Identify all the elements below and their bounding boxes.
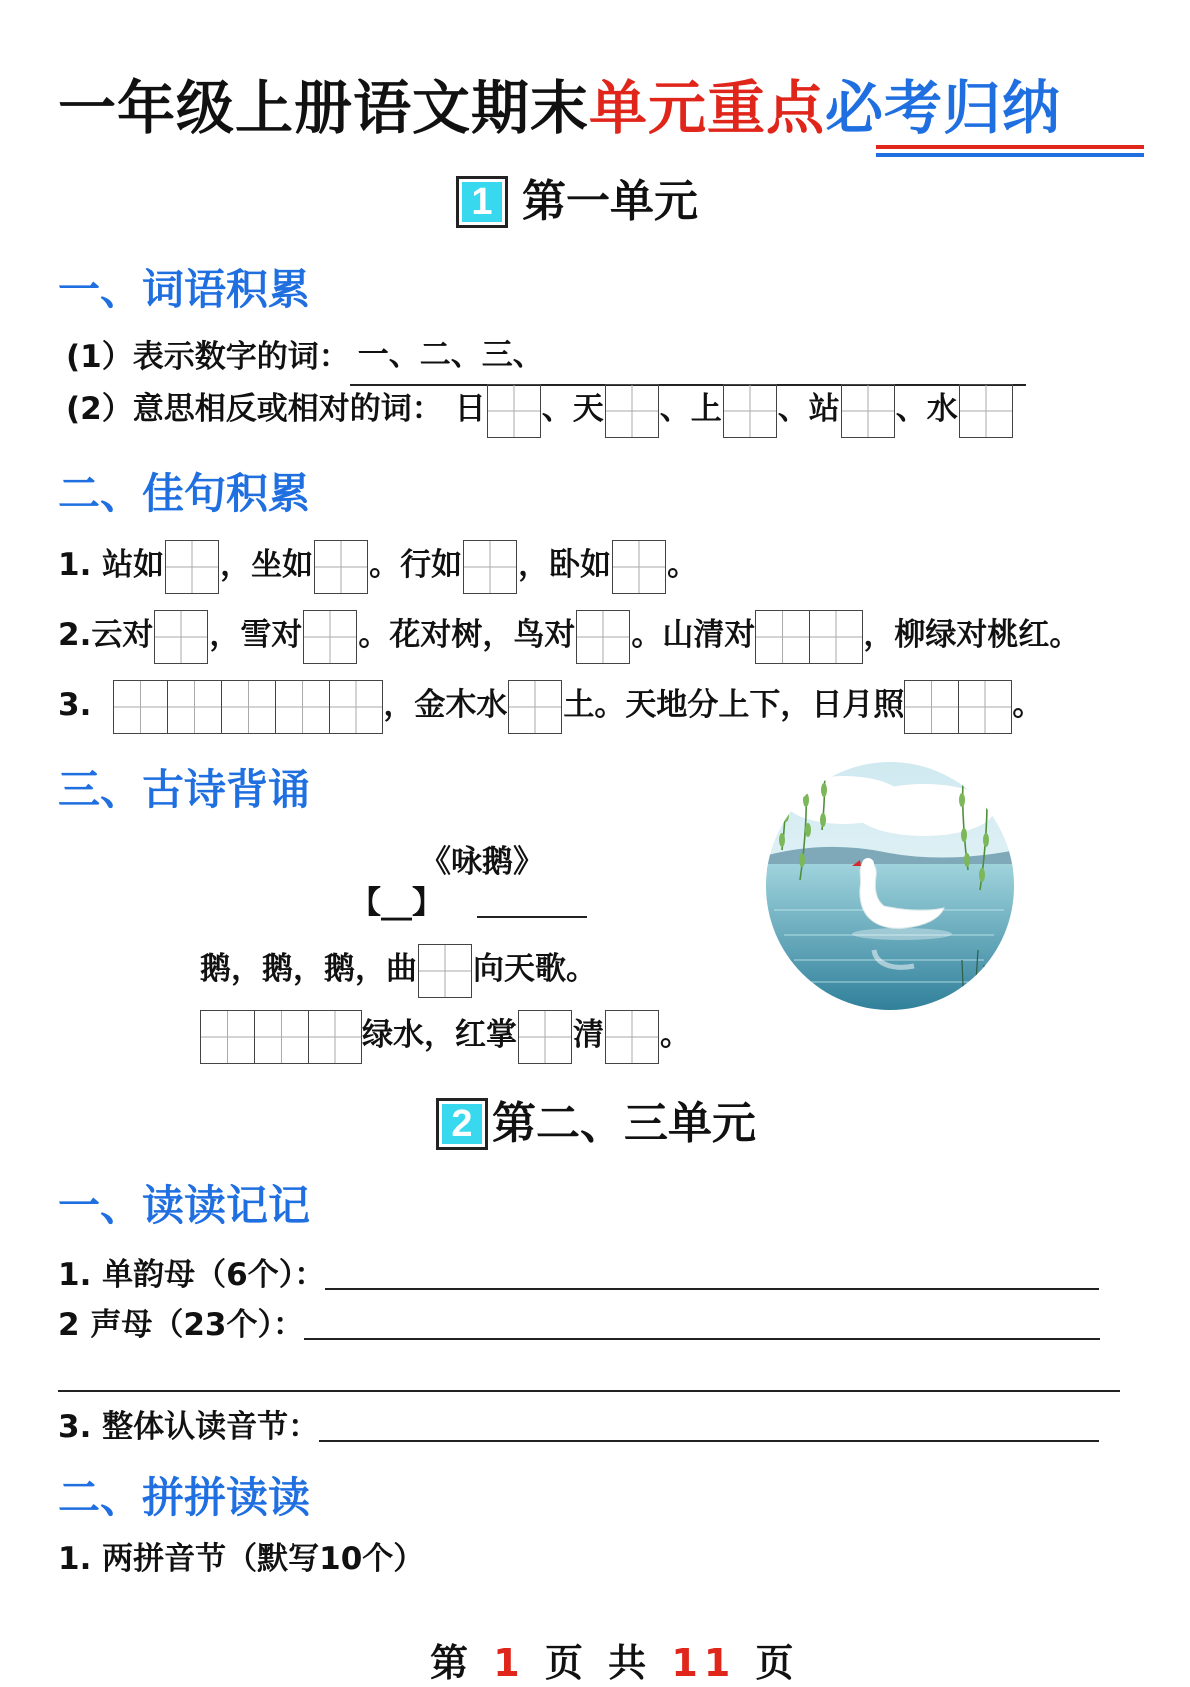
text: ，卧如 — [518, 547, 612, 583]
answer-box[interactable] — [154, 610, 208, 664]
text: 鹅，鹅，鹅，曲 — [200, 951, 417, 987]
swan-lake-illustration — [764, 760, 1016, 1012]
poem-line-1 — [200, 940, 597, 998]
title-underline-red — [876, 145, 1144, 149]
sentence-line-3 — [58, 676, 1043, 734]
text: 。行如 — [369, 547, 463, 583]
unit23-heading — [436, 1094, 756, 1154]
answer-box[interactable] — [303, 610, 357, 664]
q2-word-2: 、天 — [541, 391, 604, 427]
unit1-title: 第一单元 — [522, 176, 698, 227]
answer-boxes-2[interactable] — [755, 610, 863, 664]
answer-box[interactable] — [463, 540, 517, 594]
answer-box[interactable] — [841, 384, 895, 438]
author-blank[interactable] — [477, 914, 587, 918]
q-label: 2 声母（23个）： — [58, 1307, 305, 1343]
answer-box[interactable] — [518, 1010, 572, 1064]
title-blue: 必考归纳 — [825, 74, 1062, 142]
answer-line-extra[interactable] — [58, 1390, 1120, 1392]
answer-box[interactable] — [165, 540, 219, 594]
poem-title: 《咏鹅》 — [420, 844, 544, 880]
footer-text: 第 — [430, 1641, 475, 1685]
text: ，金木水 — [383, 687, 508, 723]
unit23-badge: 2 — [436, 1098, 488, 1150]
q1-given: 一、二、三、 — [357, 337, 544, 373]
answer-box[interactable] — [959, 384, 1013, 438]
answer-box[interactable] — [605, 384, 659, 438]
unit1-badge: 1 — [456, 176, 508, 228]
unit1-q1 — [66, 328, 1026, 386]
footer-text: 页 共 — [544, 1641, 653, 1685]
text: 。花对树，鸟对 — [358, 617, 576, 653]
footer-page-number: 1 — [493, 1641, 526, 1685]
answer-box[interactable] — [418, 944, 472, 998]
text: 3. — [58, 687, 92, 723]
unit23-sec2-heading: 二、拼拼读读 — [58, 1473, 311, 1522]
unit1-sec3-heading: 三、古诗背诵 — [58, 765, 311, 814]
author-bracket[interactable]: 【__】 — [350, 885, 443, 921]
q2-word-1: 日 — [454, 391, 486, 427]
answer-boxes-2[interactable] — [904, 680, 1012, 734]
answer-box[interactable] — [612, 540, 666, 594]
unit1-sec1-heading: 一、词语积累 — [58, 265, 311, 314]
answer-line[interactable] — [325, 1286, 1099, 1290]
answer-boxes-5[interactable] — [113, 680, 383, 734]
title-underline-blue — [876, 153, 1144, 157]
title-black: 一年级上册语文期末 — [58, 74, 590, 142]
unit23-sec2-q1: 1. 两拼音节（默写10个） — [58, 1541, 425, 1577]
sentence-line-2 — [58, 606, 1080, 664]
footer-text: 页 — [755, 1641, 800, 1685]
q2-label: (2）意思相反或相对的词： — [66, 391, 443, 427]
text: ，坐如 — [220, 547, 314, 583]
poem-line-2 — [200, 1006, 691, 1064]
unit23-q3 — [58, 1398, 1099, 1456]
text: 。山清对 — [631, 617, 756, 653]
text: 。 — [1012, 687, 1044, 723]
answer-line[interactable] — [319, 1438, 1099, 1442]
answer-box[interactable] — [723, 384, 777, 438]
unit23-title: 第二、三单元 — [492, 1098, 756, 1149]
text: 。 — [660, 1017, 691, 1053]
unit1-sec2-heading: 二、佳句积累 — [58, 469, 311, 518]
text: ，雪对 — [209, 617, 303, 653]
text: 2.云对 — [58, 617, 154, 653]
q-label: 3. 整体认读音节： — [58, 1409, 320, 1445]
q1-label: (1）表示数字的词： — [66, 339, 350, 375]
answer-box[interactable] — [508, 680, 562, 734]
q1-answer-line[interactable] — [350, 338, 1026, 386]
unit23-q2 — [58, 1296, 1100, 1354]
answer-box[interactable] — [605, 1010, 659, 1064]
footer-total-pages: 11 — [671, 1641, 737, 1685]
text: 绿水，红掌 — [362, 1017, 517, 1053]
unit23-sec1-heading: 一、读读记记 — [58, 1181, 311, 1230]
text: 。 — [667, 547, 699, 583]
q2-word-4: 、站 — [777, 391, 840, 427]
text: 向天歌。 — [473, 951, 597, 987]
poem-author-row — [350, 874, 587, 932]
answer-line[interactable] — [304, 1336, 1100, 1340]
answer-boxes-3[interactable] — [200, 1010, 362, 1064]
title-red: 单元重点 — [589, 74, 826, 142]
q2-word-3: 、上 — [659, 391, 722, 427]
text: 清 — [573, 1017, 604, 1053]
q2-word-5: 、水 — [895, 391, 958, 427]
unit1-heading — [456, 172, 698, 232]
page-title — [58, 72, 1061, 144]
answer-box[interactable] — [576, 610, 630, 664]
q-label: 1. 单韵母（6个）： — [58, 1257, 326, 1293]
text: 土。天地分上下，日月照 — [563, 687, 905, 723]
text: ，柳绿对桃红。 — [863, 617, 1081, 653]
answer-box[interactable] — [314, 540, 368, 594]
text: 1. 站如 — [58, 547, 165, 583]
page-footer — [430, 1632, 800, 1687]
answer-box[interactable] — [487, 384, 541, 438]
unit1-q2 — [66, 380, 1014, 438]
sentence-line-1 — [58, 536, 698, 594]
